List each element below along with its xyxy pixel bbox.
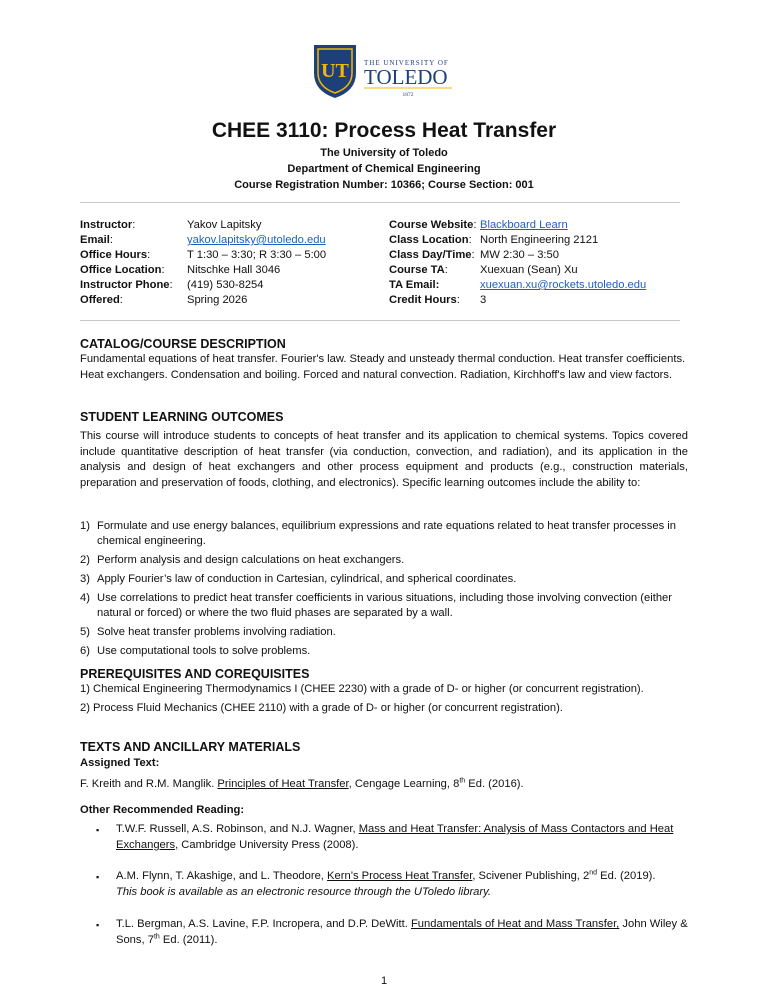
info-value: T 1:30 – 3:30; R 3:30 – 5:00 [187, 249, 327, 261]
other-reading-label: Other Recommended Reading: [80, 804, 245, 816]
prereq-item: 2) Process Fluid Mechanics (CHEE 2110) with a grade of D- or higher (or concurrent registration). [80, 702, 563, 714]
university-name: The University of Toledo [320, 147, 448, 159]
course-info [389, 218, 646, 308]
info-row [80, 263, 326, 278]
info-label: Office Hours: [80, 249, 151, 261]
info-row [389, 233, 646, 248]
texts-heading: TEXTS AND ANCILLARY MATERIALS [80, 740, 301, 754]
square-bullet-icon: ▪ [96, 920, 100, 930]
info-row [80, 233, 326, 248]
info-value: Xuexuan (Sean) Xu [480, 264, 578, 276]
info-label: Course TA: [389, 264, 448, 276]
info-row [389, 263, 646, 278]
outcome-item: 4) Use correlations to predict heat transfer coefficients in various situations, including those involving convection (either natural or forced) or where the two fluid phases are separated by a wall. [80, 592, 673, 619]
info-row [80, 293, 326, 308]
svg-text:UT: UT [321, 60, 349, 82]
instructor-info [80, 218, 326, 308]
svg-text:1872: 1872 [402, 92, 414, 98]
info-value: North Engineering 2121 [480, 234, 599, 246]
assigned-text: F. Kreith and R.M. Manglik. Principles of Heat Transfer, Cengage Learning, 8th Ed. (2016). [80, 777, 524, 790]
department-name: Department of Chemical Engineering [287, 163, 481, 175]
square-bullet-icon: ▪ [96, 825, 100, 835]
catalog-heading: CATALOG/COURSE DESCRIPTION [80, 337, 286, 351]
outcome-item: 2) Perform analysis and design calculations on heat exchangers. [80, 554, 405, 566]
outcome-item: 3) Apply Fourier’s law of conduction in Cartesian, cylindrical, and spherical coordinates. [80, 573, 517, 585]
library-note: This book is available as an electronic resource through the UToledo library. [116, 885, 491, 898]
registration-info: Course Registration Number: 10366; Course Section: 001 [234, 179, 534, 191]
assigned-book-title: Principles of Heat Transfer [217, 778, 349, 790]
catalog-text: Fundamental equations of heat transfer. Fourier's law. Steady and unsteady thermal conduction. Heat transfer coefficients. Heat exchangers. Condensation and boiling. Forced and natural convection. Radiation, Kirchhoff's law and view factors. [80, 353, 686, 381]
info-link[interactable]: xuexuan.xu@rockets.utoledo.edu [480, 279, 647, 291]
divider [80, 202, 680, 203]
info-row [389, 278, 646, 293]
page-number: 1 [380, 975, 388, 987]
info-value: Nitschke Hall 3046 [187, 264, 281, 276]
outcome-item: 6) Use computational tools to solve problems. [80, 645, 311, 657]
university-shield-icon [312, 43, 462, 99]
info-value: Yakov Lapitsky [187, 219, 262, 231]
info-label: Offered: [80, 294, 123, 306]
info-label: Class Location: [389, 234, 472, 246]
assigned-text-label: Assigned Text: [80, 757, 160, 769]
info-row [389, 218, 646, 233]
svg-text:THE UNIVERSITY OF: THE UNIVERSITY OF [364, 59, 449, 67]
info-label: Course Website: [389, 219, 477, 231]
info-row [80, 218, 326, 233]
outcome-item: 1) Formulate and use energy balances, equilibrium expressions and rate equations related to heat transfer processes in chemical engineering. [80, 520, 676, 547]
divider [80, 320, 680, 321]
info-value: MW 2:30 – 3:50 [480, 249, 559, 261]
svg-text:TOLEDO: TOLEDO [364, 65, 448, 89]
info-link[interactable]: yakov.lapitsky@utoledo.edu [187, 234, 326, 246]
info-row [80, 278, 326, 293]
course-title: CHEE 3110: Process Heat Transfer [211, 119, 557, 142]
prereq-item: 1) Chemical Engineering Thermodynamics I (CHEE 2230) with a grade of D- or higher (or concurrent registration). [80, 683, 644, 695]
info-row [389, 248, 646, 263]
info-label: Instructor Phone: [80, 279, 173, 291]
outcomes-list [80, 519, 690, 663]
info-row [80, 248, 326, 263]
info-value: (419) 530-8254 [187, 279, 264, 291]
outcomes-intro: This course will introduce students to concepts of heat transfer and its application to chemical systems. Topics covered include quantitative description of heat transfer (via conduction, convection, and radiation), and its application in the analysis and design of heat exchangers and other process equipment and products (e.g., construction materials, preparation and preservation of foods, clothing, and electronics). Specific learning outcomes include the ability to: [80, 430, 688, 489]
info-label: Class Day/Time: [389, 249, 475, 261]
info-label: TA Email: [389, 279, 440, 291]
info-label: Office Location: [80, 264, 165, 276]
university-logo [312, 43, 462, 99]
square-bullet-icon: ▪ [96, 872, 100, 882]
outcomes-heading: STUDENT LEARNING OUTCOMES [80, 410, 284, 424]
info-link[interactable]: Blackboard Learn [480, 219, 568, 231]
info-label: Email: [80, 234, 113, 246]
info-row [389, 293, 646, 308]
reading-item: T.W.F. Russell, A.S. Robinson, and N.J. Wagner, Mass and Heat Transfer: Analysis of Mass Contactors and Heat Exchangers, Cambridge University Press (2008). [116, 823, 674, 851]
reading-item: A.M. Flynn, T. Akashige, and L. Theodore, Kern’s Process Heat Transfer, Scivener Publishing, 2nd Ed. (2019). This book is available as an electronic resource through the UToledo library. [116, 869, 656, 898]
reading-item: T.L. Bergman, A.S. Lavine, F.P. Incropera, and D.P. DeWitt. Fundamentals of Heat and Mass Transfer, John Wiley & Sons, 7th Ed. (2011). [116, 918, 688, 946]
prereq-heading: PREREQUISITES AND COREQUISITES [80, 667, 310, 681]
info-label: Instructor: [80, 219, 136, 231]
info-value: Spring 2026 [187, 294, 248, 306]
outcome-item: 5) Solve heat transfer problems involving radiation. [80, 626, 336, 638]
info-label: Credit Hours: [389, 294, 460, 306]
info-value: 3 [480, 294, 487, 306]
